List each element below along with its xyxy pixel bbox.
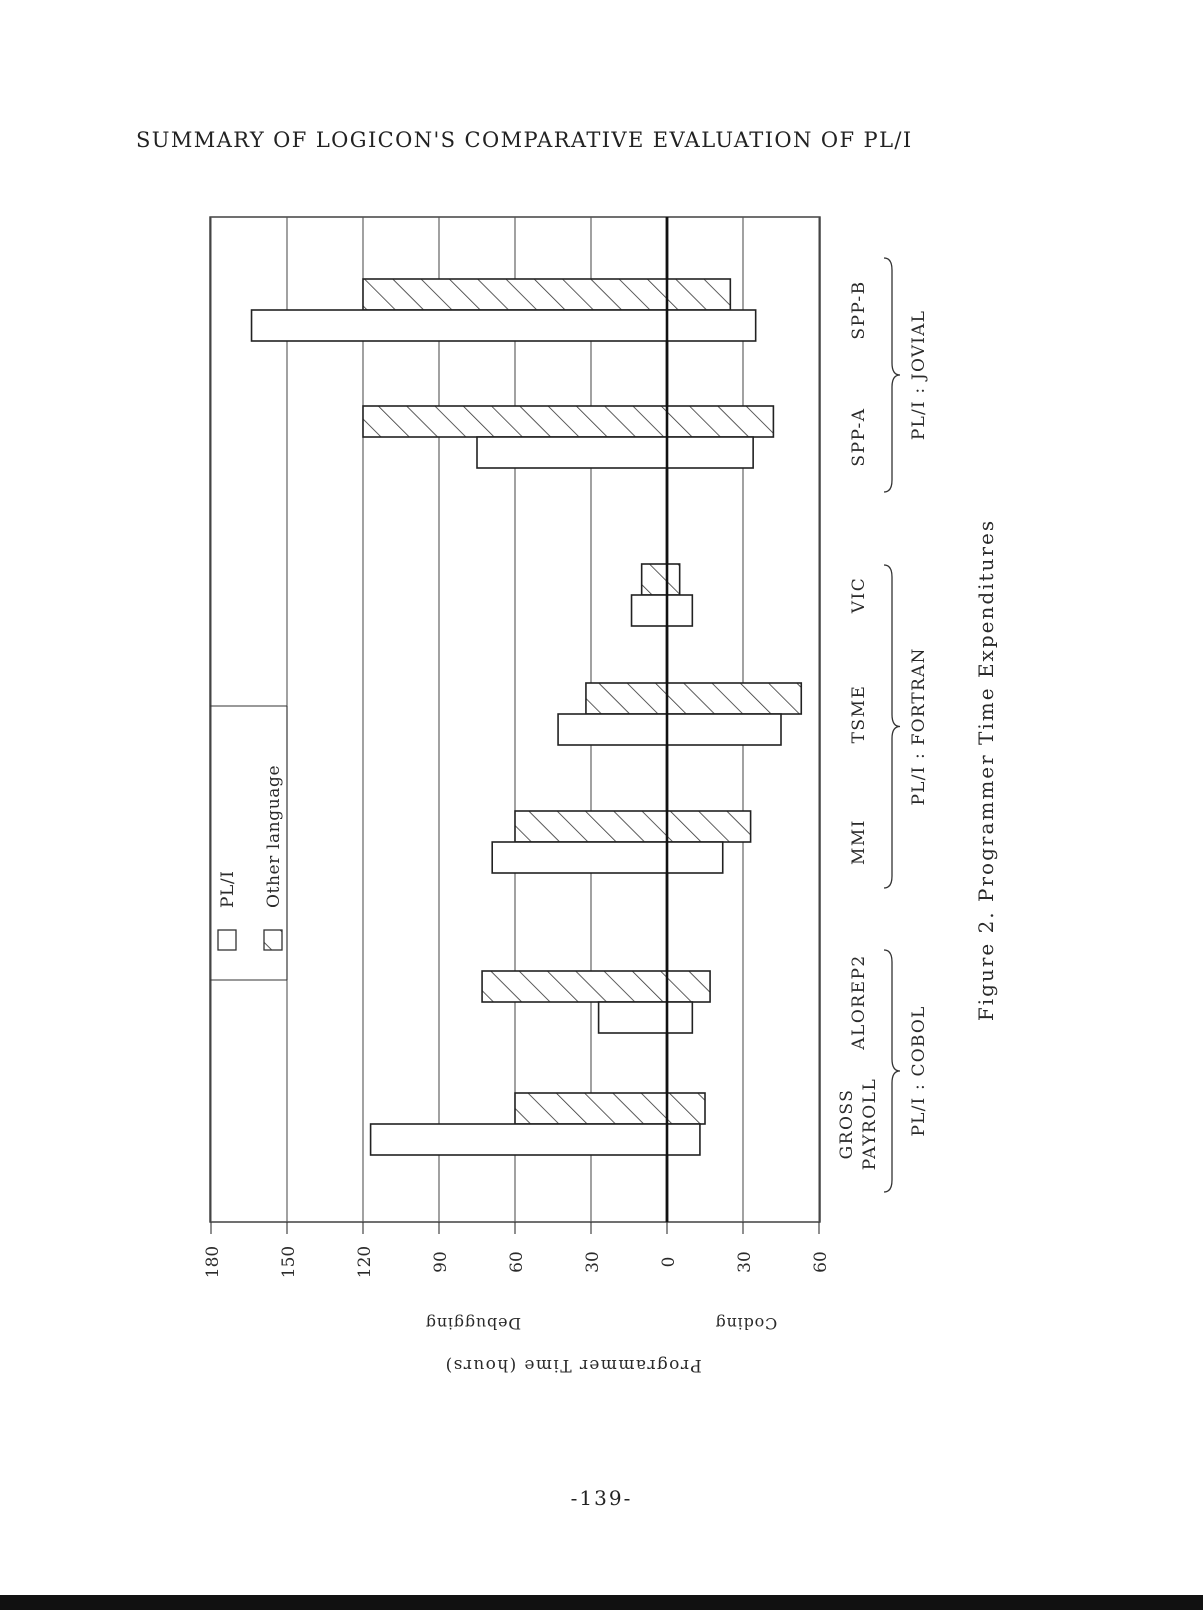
bar-pl1 bbox=[252, 310, 756, 341]
legend-label-other-language: Other language bbox=[264, 764, 284, 908]
bar-pl1 bbox=[371, 1124, 700, 1155]
category-label: GROSS bbox=[837, 1088, 857, 1160]
bar-pl1 bbox=[477, 437, 753, 468]
category-label: ALOREP2 bbox=[849, 954, 869, 1050]
group-label: PL/I : FORTRAN bbox=[909, 647, 929, 806]
legend-swatch-pl1 bbox=[218, 930, 236, 950]
category-label: MMI bbox=[849, 818, 869, 866]
tick-label: 60 bbox=[507, 1251, 527, 1273]
y-axis-title: Programmer Time (hours) bbox=[444, 1355, 702, 1375]
category-label: SPP-A bbox=[849, 407, 869, 467]
tick-label: 0 bbox=[659, 1256, 679, 1268]
debugging-label: Debugging bbox=[424, 1314, 522, 1333]
group-brace bbox=[884, 950, 900, 1192]
group-label: PL/I : COBOL bbox=[909, 1005, 929, 1137]
tick-label: 30 bbox=[583, 1251, 603, 1273]
category-label: TSME bbox=[849, 684, 869, 744]
bar-other-language bbox=[586, 683, 801, 714]
tick-label: 90 bbox=[431, 1251, 451, 1273]
bottom-border bbox=[0, 1595, 1203, 1610]
bar-pl1 bbox=[492, 842, 723, 873]
bar-other-language bbox=[363, 406, 773, 437]
page-number: -139- bbox=[570, 1486, 633, 1510]
tick-label: 150 bbox=[279, 1245, 299, 1279]
bar-other-language bbox=[515, 1093, 705, 1124]
legend-label-pl1: PL/I bbox=[218, 870, 238, 908]
legend-swatch-other-language bbox=[264, 930, 282, 950]
bar-pl1 bbox=[558, 714, 781, 745]
category-label: VIC bbox=[849, 576, 869, 614]
bar-other-language bbox=[515, 811, 751, 842]
bar-pl1 bbox=[599, 1002, 693, 1033]
figure-caption: Figure 2. Programmer Time Expenditures bbox=[974, 518, 998, 1022]
bar-other-language bbox=[363, 279, 730, 310]
category-label: PAYROLL bbox=[860, 1077, 880, 1171]
bar-other-language bbox=[642, 564, 680, 595]
bar-other-language bbox=[482, 971, 710, 1002]
group-label: PL/I : JOVIAL bbox=[909, 309, 929, 441]
coding-label: Coding bbox=[714, 1314, 778, 1333]
page-title: SUMMARY OF LOGICON'S COMPARATIVE EVALUATION OF PL/I bbox=[136, 128, 913, 152]
tick-label: 30 bbox=[735, 1251, 755, 1273]
bar-pl1 bbox=[632, 595, 693, 626]
group-brace bbox=[884, 565, 900, 888]
tick-label: 60 bbox=[811, 1251, 831, 1273]
tick-label: 180 bbox=[203, 1245, 223, 1279]
group-brace bbox=[884, 258, 900, 492]
tick-label: 120 bbox=[355, 1245, 375, 1279]
category-label: SPP-B bbox=[849, 280, 869, 340]
